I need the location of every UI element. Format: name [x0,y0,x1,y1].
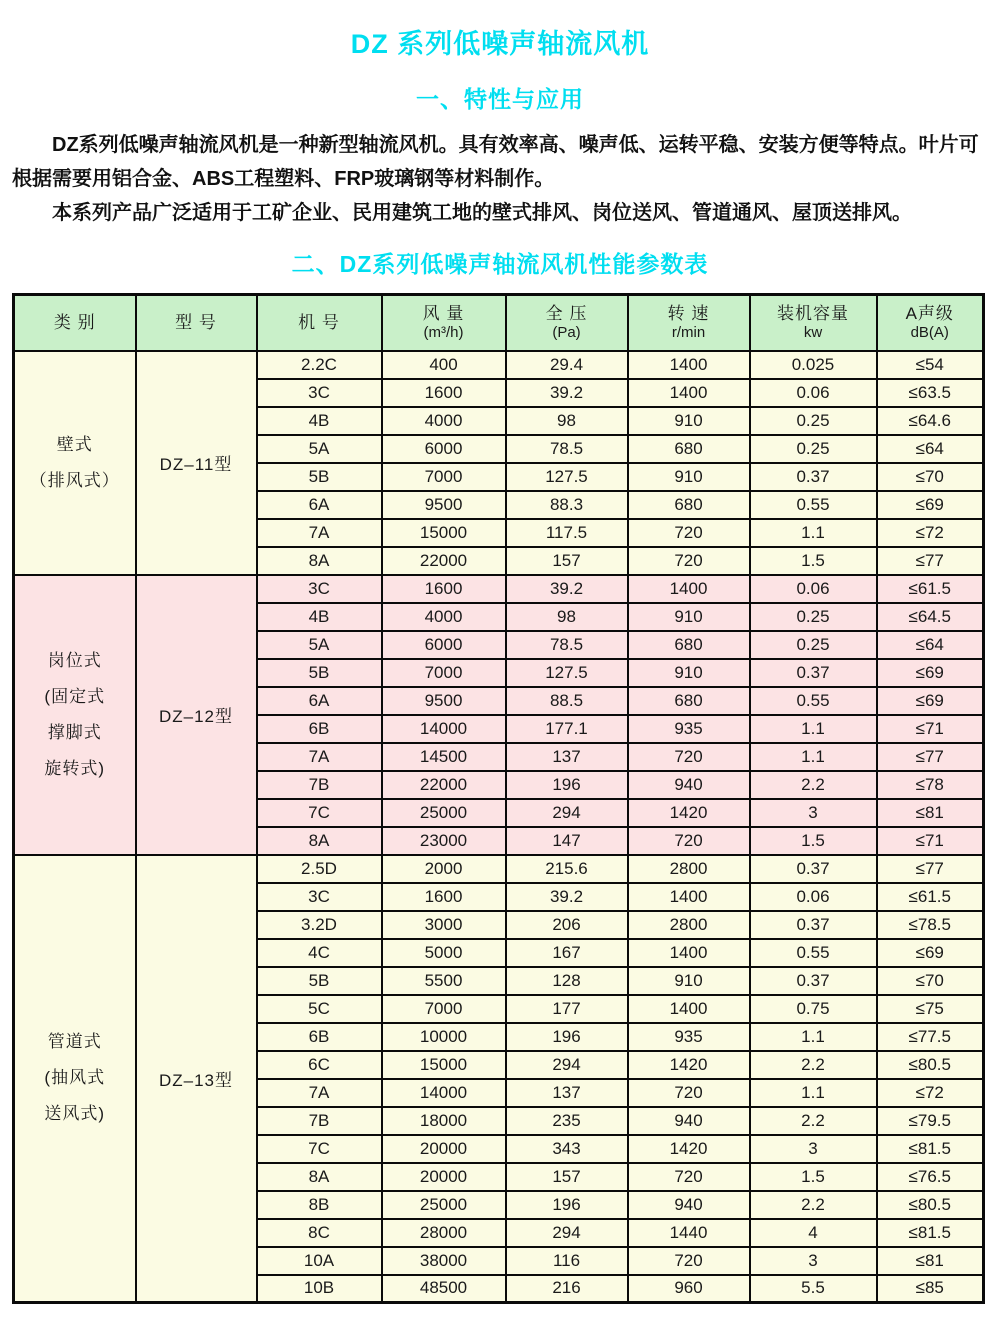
data-cell: ≤75 [877,995,984,1023]
data-cell: 2.2C [257,351,382,379]
data-cell: ≤77 [877,743,984,771]
data-cell: 127.5 [506,659,628,687]
data-cell: 20000 [382,1135,506,1163]
data-cell: 1420 [628,1135,750,1163]
data-cell: 0.75 [750,995,877,1023]
data-cell: ≤72 [877,519,984,547]
data-cell: 88.3 [506,491,628,519]
data-cell: 6B [257,715,382,743]
data-cell: 78.5 [506,631,628,659]
data-cell: 29.4 [506,351,628,379]
data-cell: 7000 [382,995,506,1023]
column-header-speed: 转 速 r/min [628,295,750,351]
data-cell: 1600 [382,575,506,603]
data-cell: 3.2D [257,911,382,939]
data-cell: 117.5 [506,519,628,547]
data-cell: 720 [628,547,750,575]
data-cell: 2.5D [257,855,382,883]
data-cell: ≤61.5 [877,883,984,911]
data-cell: 157 [506,547,628,575]
data-cell: 0.37 [750,659,877,687]
data-cell: 1400 [628,379,750,407]
column-header-machine-no: 机 号 [257,295,382,351]
data-cell: 0.06 [750,883,877,911]
data-cell: 39.2 [506,379,628,407]
performance-table [12,293,985,1304]
data-cell: 720 [628,1163,750,1191]
data-cell: 3 [750,1135,877,1163]
column-header-model: 型 号 [136,295,257,351]
data-cell: 15000 [382,1051,506,1079]
data-cell: ≤71 [877,827,984,855]
data-cell: ≤76.5 [877,1163,984,1191]
data-cell: 48500 [382,1275,506,1303]
data-cell: 2.2 [750,1107,877,1135]
data-cell: 5.5 [750,1275,877,1303]
data-cell: ≤54 [877,351,984,379]
column-header-sound-level: A声级 dB(A) [877,295,984,351]
data-cell: 22000 [382,547,506,575]
data-cell: 177.1 [506,715,628,743]
data-cell: 6C [257,1051,382,1079]
data-cell: 680 [628,491,750,519]
data-cell: 294 [506,799,628,827]
data-cell: ≤81.5 [877,1135,984,1163]
data-cell: 98 [506,407,628,435]
data-cell: 196 [506,1191,628,1219]
data-cell: 177 [506,995,628,1023]
data-cell: 0.25 [750,407,877,435]
data-cell: 935 [628,715,750,743]
data-cell: 1.1 [750,715,877,743]
data-cell: 3C [257,575,382,603]
data-cell: 3 [750,1247,877,1275]
category-cell: 管道式 (抽风式 送风式) [14,855,136,1303]
data-cell: 9500 [382,491,506,519]
data-cell: 7C [257,1135,382,1163]
data-cell: 8A [257,547,382,575]
data-cell: 6000 [382,631,506,659]
data-cell: 940 [628,1191,750,1219]
column-header-air-volume: 风 量 (m³/h) [382,295,506,351]
data-cell: ≤79.5 [877,1107,984,1135]
data-cell: 7000 [382,659,506,687]
data-cell: 5A [257,631,382,659]
data-cell: 0.55 [750,939,877,967]
data-cell: 2.2 [750,1191,877,1219]
data-cell: 0.025 [750,351,877,379]
data-cell: 960 [628,1275,750,1303]
data-cell: 116 [506,1247,628,1275]
data-cell: 1400 [628,351,750,379]
data-cell: 7B [257,1107,382,1135]
data-cell: 22000 [382,771,506,799]
data-cell: 910 [628,407,750,435]
data-cell: 7A [257,519,382,547]
data-cell: 4C [257,939,382,967]
data-cell: 6A [257,687,382,715]
data-cell: 20000 [382,1163,506,1191]
table-body [14,351,984,1303]
category-cell: 壁式 （排风式） [14,351,136,575]
data-cell: 940 [628,771,750,799]
data-cell: 910 [628,463,750,491]
data-cell: 206 [506,911,628,939]
data-cell: 28000 [382,1219,506,1247]
data-cell: 1420 [628,799,750,827]
data-cell: 0.37 [750,463,877,491]
data-cell: 8A [257,827,382,855]
data-cell: 128 [506,967,628,995]
data-cell: 10B [257,1275,382,1303]
model-cell: DZ–12型 [136,575,257,855]
data-cell: 0.25 [750,603,877,631]
data-cell: ≤69 [877,491,984,519]
data-cell: 6B [257,1023,382,1051]
data-cell: 39.2 [506,883,628,911]
data-cell: 5B [257,967,382,995]
table-row [14,351,984,379]
data-cell: 3C [257,379,382,407]
data-cell: 1600 [382,379,506,407]
table-header-row [14,295,984,351]
data-cell: 1.1 [750,519,877,547]
data-cell: ≤69 [877,687,984,715]
data-cell: 0.37 [750,855,877,883]
data-cell: 1.5 [750,547,877,575]
data-cell: 3C [257,883,382,911]
data-cell: 5B [257,659,382,687]
data-cell: 18000 [382,1107,506,1135]
data-cell: 1.5 [750,1163,877,1191]
data-cell: 680 [628,631,750,659]
data-cell: ≤64 [877,435,984,463]
data-cell: 5B [257,463,382,491]
data-cell: 8A [257,1163,382,1191]
data-cell: 2800 [628,855,750,883]
data-cell: 8B [257,1191,382,1219]
data-cell: 1.1 [750,1023,877,1051]
data-cell: 25000 [382,1191,506,1219]
data-cell: 294 [506,1219,628,1247]
data-cell: 1420 [628,1051,750,1079]
data-cell: 14000 [382,1079,506,1107]
column-header-installed-capacity: 装机容量 kw [750,295,877,351]
model-cell: DZ–11型 [136,351,257,575]
data-cell: 720 [628,743,750,771]
model-cell: DZ–13型 [136,855,257,1303]
intro-text-block [0,128,1000,230]
data-cell: 940 [628,1107,750,1135]
data-cell: 5A [257,435,382,463]
data-cell: ≤78 [877,771,984,799]
data-cell: 1400 [628,995,750,1023]
data-cell: 98 [506,603,628,631]
data-cell: 7A [257,743,382,771]
data-cell: 2000 [382,855,506,883]
data-cell: 216 [506,1275,628,1303]
data-cell: 0.37 [750,967,877,995]
data-cell: 343 [506,1135,628,1163]
data-cell: 137 [506,1079,628,1107]
data-cell: 7C [257,799,382,827]
data-cell: ≤70 [877,463,984,491]
data-cell: 7A [257,1079,382,1107]
data-cell: 127.5 [506,463,628,491]
data-cell: ≤69 [877,939,984,967]
data-cell: 167 [506,939,628,967]
data-cell: ≤64 [877,631,984,659]
data-cell: ≤69 [877,659,984,687]
data-cell: 6000 [382,435,506,463]
data-cell: 2.2 [750,1051,877,1079]
data-cell: ≤81 [877,1247,984,1275]
data-cell: 1.5 [750,827,877,855]
data-cell: 7B [257,771,382,799]
column-header-category: 类 别 [14,295,136,351]
data-cell: ≤85 [877,1275,984,1303]
data-cell: 6A [257,491,382,519]
data-cell: ≤77.5 [877,1023,984,1051]
paragraph-applications: 本系列产品广泛适用于工矿企业、民用建筑工地的壁式排风、岗位送风、管道通风、屋顶送排风。 [52,202,912,224]
data-cell: 910 [628,603,750,631]
data-cell: 0.06 [750,575,877,603]
data-cell: 2800 [628,911,750,939]
data-cell: ≤77 [877,547,984,575]
data-cell: ≤63.5 [877,379,984,407]
data-cell: 78.5 [506,435,628,463]
data-cell: 39.2 [506,575,628,603]
data-cell: 25000 [382,799,506,827]
data-cell: 4B [257,603,382,631]
data-cell: 137 [506,743,628,771]
data-cell: 157 [506,1163,628,1191]
data-cell: ≤80.5 [877,1191,984,1219]
data-cell: 215.6 [506,855,628,883]
data-cell: ≤70 [877,967,984,995]
data-cell: 680 [628,435,750,463]
data-cell: 0.37 [750,911,877,939]
paragraph-features: DZ系列低噪声轴流风机是一种新型轴流风机。具有效率高、噪声低、运转平稳、安装方便等特点。叶片可根据需要用铝合金、ABS工程塑料、FRP玻璃钢等材料制作。 [12,134,979,190]
data-cell: 1400 [628,883,750,911]
data-cell: 1400 [628,939,750,967]
data-cell: 235 [506,1107,628,1135]
data-cell: ≤78.5 [877,911,984,939]
data-cell: 38000 [382,1247,506,1275]
data-cell: 5000 [382,939,506,967]
data-cell: 10A [257,1247,382,1275]
data-cell: 15000 [382,519,506,547]
data-cell: 294 [506,1051,628,1079]
data-cell: 1.1 [750,743,877,771]
data-cell: 23000 [382,827,506,855]
table-row [14,855,984,883]
data-cell: 147 [506,827,628,855]
data-cell: ≤61.5 [877,575,984,603]
data-cell: 2.2 [750,771,877,799]
data-cell: 0.06 [750,379,877,407]
data-cell: 720 [628,519,750,547]
data-cell: 14500 [382,743,506,771]
data-cell: 8C [257,1219,382,1247]
data-cell: ≤77 [877,855,984,883]
data-cell: ≤81 [877,799,984,827]
data-cell: 196 [506,1023,628,1051]
data-cell: 720 [628,827,750,855]
data-cell: ≤80.5 [877,1051,984,1079]
data-cell: 0.25 [750,631,877,659]
data-cell: ≤64.6 [877,407,984,435]
data-cell: 5500 [382,967,506,995]
data-cell: ≤72 [877,1079,984,1107]
data-cell: 4000 [382,603,506,631]
data-cell: 400 [382,351,506,379]
data-cell: 720 [628,1079,750,1107]
data-cell: ≤64.5 [877,603,984,631]
data-cell: 0.55 [750,687,877,715]
data-cell: 4000 [382,407,506,435]
section-heading-features: 一、特性与应用 [416,86,584,112]
data-cell: 10000 [382,1023,506,1051]
data-cell: 1400 [628,575,750,603]
table-row [14,575,984,603]
data-cell: 9500 [382,687,506,715]
page-title: DZ 系列低噪声轴流风机 [350,29,650,59]
data-cell: 1600 [382,883,506,911]
data-cell: 14000 [382,715,506,743]
data-cell: 935 [628,1023,750,1051]
data-cell: 196 [506,771,628,799]
data-cell: 1.1 [750,1079,877,1107]
data-cell: 5C [257,995,382,1023]
data-cell: 7000 [382,463,506,491]
data-cell: 3000 [382,911,506,939]
section-heading-parameters: 二、DZ系列低噪声轴流风机性能参数表 [291,251,709,277]
data-cell: 720 [628,1247,750,1275]
data-cell: 4 [750,1219,877,1247]
data-cell: 4B [257,407,382,435]
data-cell: 3 [750,799,877,827]
data-cell: 910 [628,659,750,687]
data-cell: 910 [628,967,750,995]
column-header-total-pressure: 全 压 (Pa) [506,295,628,351]
data-cell: ≤81.5 [877,1219,984,1247]
data-cell: 1440 [628,1219,750,1247]
category-cell: 岗位式 (固定式 撑脚式 旋转式) [14,575,136,855]
data-cell: 88.5 [506,687,628,715]
data-cell: 0.25 [750,435,877,463]
data-cell: 0.55 [750,491,877,519]
data-cell: 680 [628,687,750,715]
data-cell: ≤71 [877,715,984,743]
